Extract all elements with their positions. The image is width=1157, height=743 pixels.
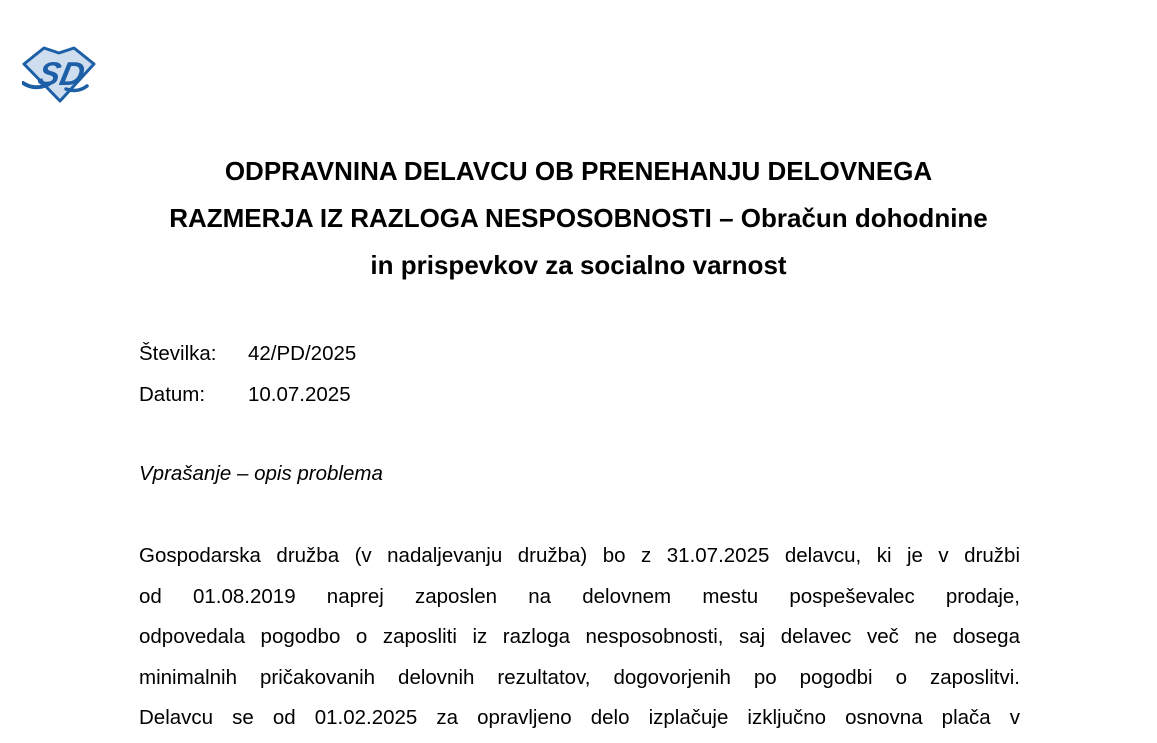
body-line-2: od 01.08.2019 naprej zaposlen na delovnem mestu pospeševalec prodaje, bbox=[139, 584, 1020, 608]
document-meta bbox=[139, 334, 356, 415]
number-label: Številka: bbox=[139, 342, 217, 365]
meta-row-date bbox=[139, 375, 356, 416]
body-line-5: Delavcu se od 01.02.2025 za opravljeno delo izplačuje izključno osnovna plača v bbox=[139, 706, 1020, 729]
sd-shield-icon bbox=[22, 44, 96, 104]
title-line-1: ODPRAVNINA DELAVCU OB PRENEHANJU DELOVNEGA bbox=[224, 156, 933, 186]
number-value: 42/PD/2025 bbox=[248, 342, 357, 365]
meta-row-number bbox=[139, 334, 356, 375]
document-title bbox=[138, 148, 1019, 289]
section-heading: Vprašanje – opis problema bbox=[139, 462, 383, 485]
title-line-2: RAZMERJA IZ RAZLOGA NESPOSOBNOSTI – Obračun dohodnine bbox=[169, 203, 988, 233]
body-line-4: minimalnih pričakovanih delovnih rezultatov, dogovorjenih po pogodbi o zaposlitvi. bbox=[139, 665, 1020, 689]
date-label: Datum: bbox=[139, 382, 206, 406]
body-line-3: odpovedala pogodbo o zaposliti iz razloga nesposobnosti, saj delavec več ne dosega bbox=[139, 625, 1020, 648]
date-value: 10.07.2025 bbox=[248, 382, 351, 406]
logo-letters: SD bbox=[34, 56, 89, 93]
body-paragraph bbox=[139, 536, 1020, 739]
title-line-3: in prispevkov za socialno varnost bbox=[370, 250, 787, 280]
body-line-1: Gospodarska družba (v nadaljevanju družba) bo z 31.07.2025 delavcu, ki je v družbi bbox=[139, 544, 1020, 567]
company-logo bbox=[22, 44, 96, 104]
